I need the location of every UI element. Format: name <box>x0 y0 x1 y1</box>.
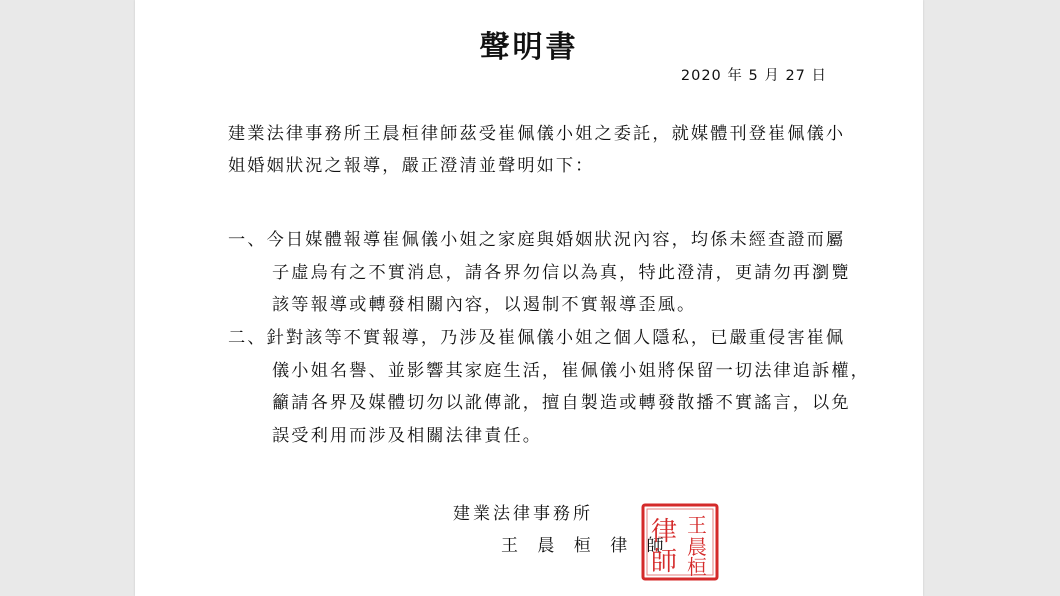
item-line: 二、針對該等不實報導，乃涉及崔佩儀小姐之個人隱私，已嚴重侵害崔佩 <box>228 328 846 348</box>
item-line: 誤受利用而涉及相關法律責任。 <box>272 425 543 446</box>
item-line: 籲請各界及媒體切勿以訛傳訛，擅自製造或轉發散播不實謠言，以免 <box>272 393 851 413</box>
svg-text:律: 律 <box>650 517 678 547</box>
item-line: 子虛烏有之不實消息，請各界勿信以為真，特此澄清，更請勿再瀏覽 <box>272 262 851 283</box>
item-line: 該等報導或轉發相關內容，以遏制不實報導歪風。 <box>272 295 697 315</box>
intro-paragraph <box>228 118 868 182</box>
document-title: 聲明書 <box>479 30 579 65</box>
svg-text:師: 師 <box>650 547 678 577</box>
law-firm-name: 建業法律事務所 <box>453 504 593 524</box>
statement-item-1 <box>228 224 868 322</box>
lawyer-seal-stamp <box>640 502 720 582</box>
svg-text:晨: 晨 <box>687 535 707 559</box>
lawyer-name: 王 晨 桓 律 師 <box>501 536 671 556</box>
item-line: 一、今日媒體報導崔佩儀小姐之家庭與婚姻狀況內容，均係未經查證而屬 <box>228 230 846 250</box>
intro-line: 姐婚姻狀況之報導，嚴正澄清並聲明如下： <box>228 156 595 176</box>
statement-item-2 <box>228 322 868 452</box>
svg-text:王: 王 <box>687 513 707 537</box>
statement-page <box>135 0 923 596</box>
item-line: 儀小姐名譽、並影響其家庭生活，崔佩儀小姐將保留一切法律追訴權， <box>272 360 870 381</box>
document-date: 2020 年 5 月 27 日 <box>680 68 827 84</box>
intro-line: 建業法律事務所王晨桓律師茲受崔佩儀小姐之委託，就媒體刊登崔佩儀小 <box>228 124 846 144</box>
signature-block <box>453 498 671 562</box>
svg-text:桓: 桓 <box>687 555 707 579</box>
